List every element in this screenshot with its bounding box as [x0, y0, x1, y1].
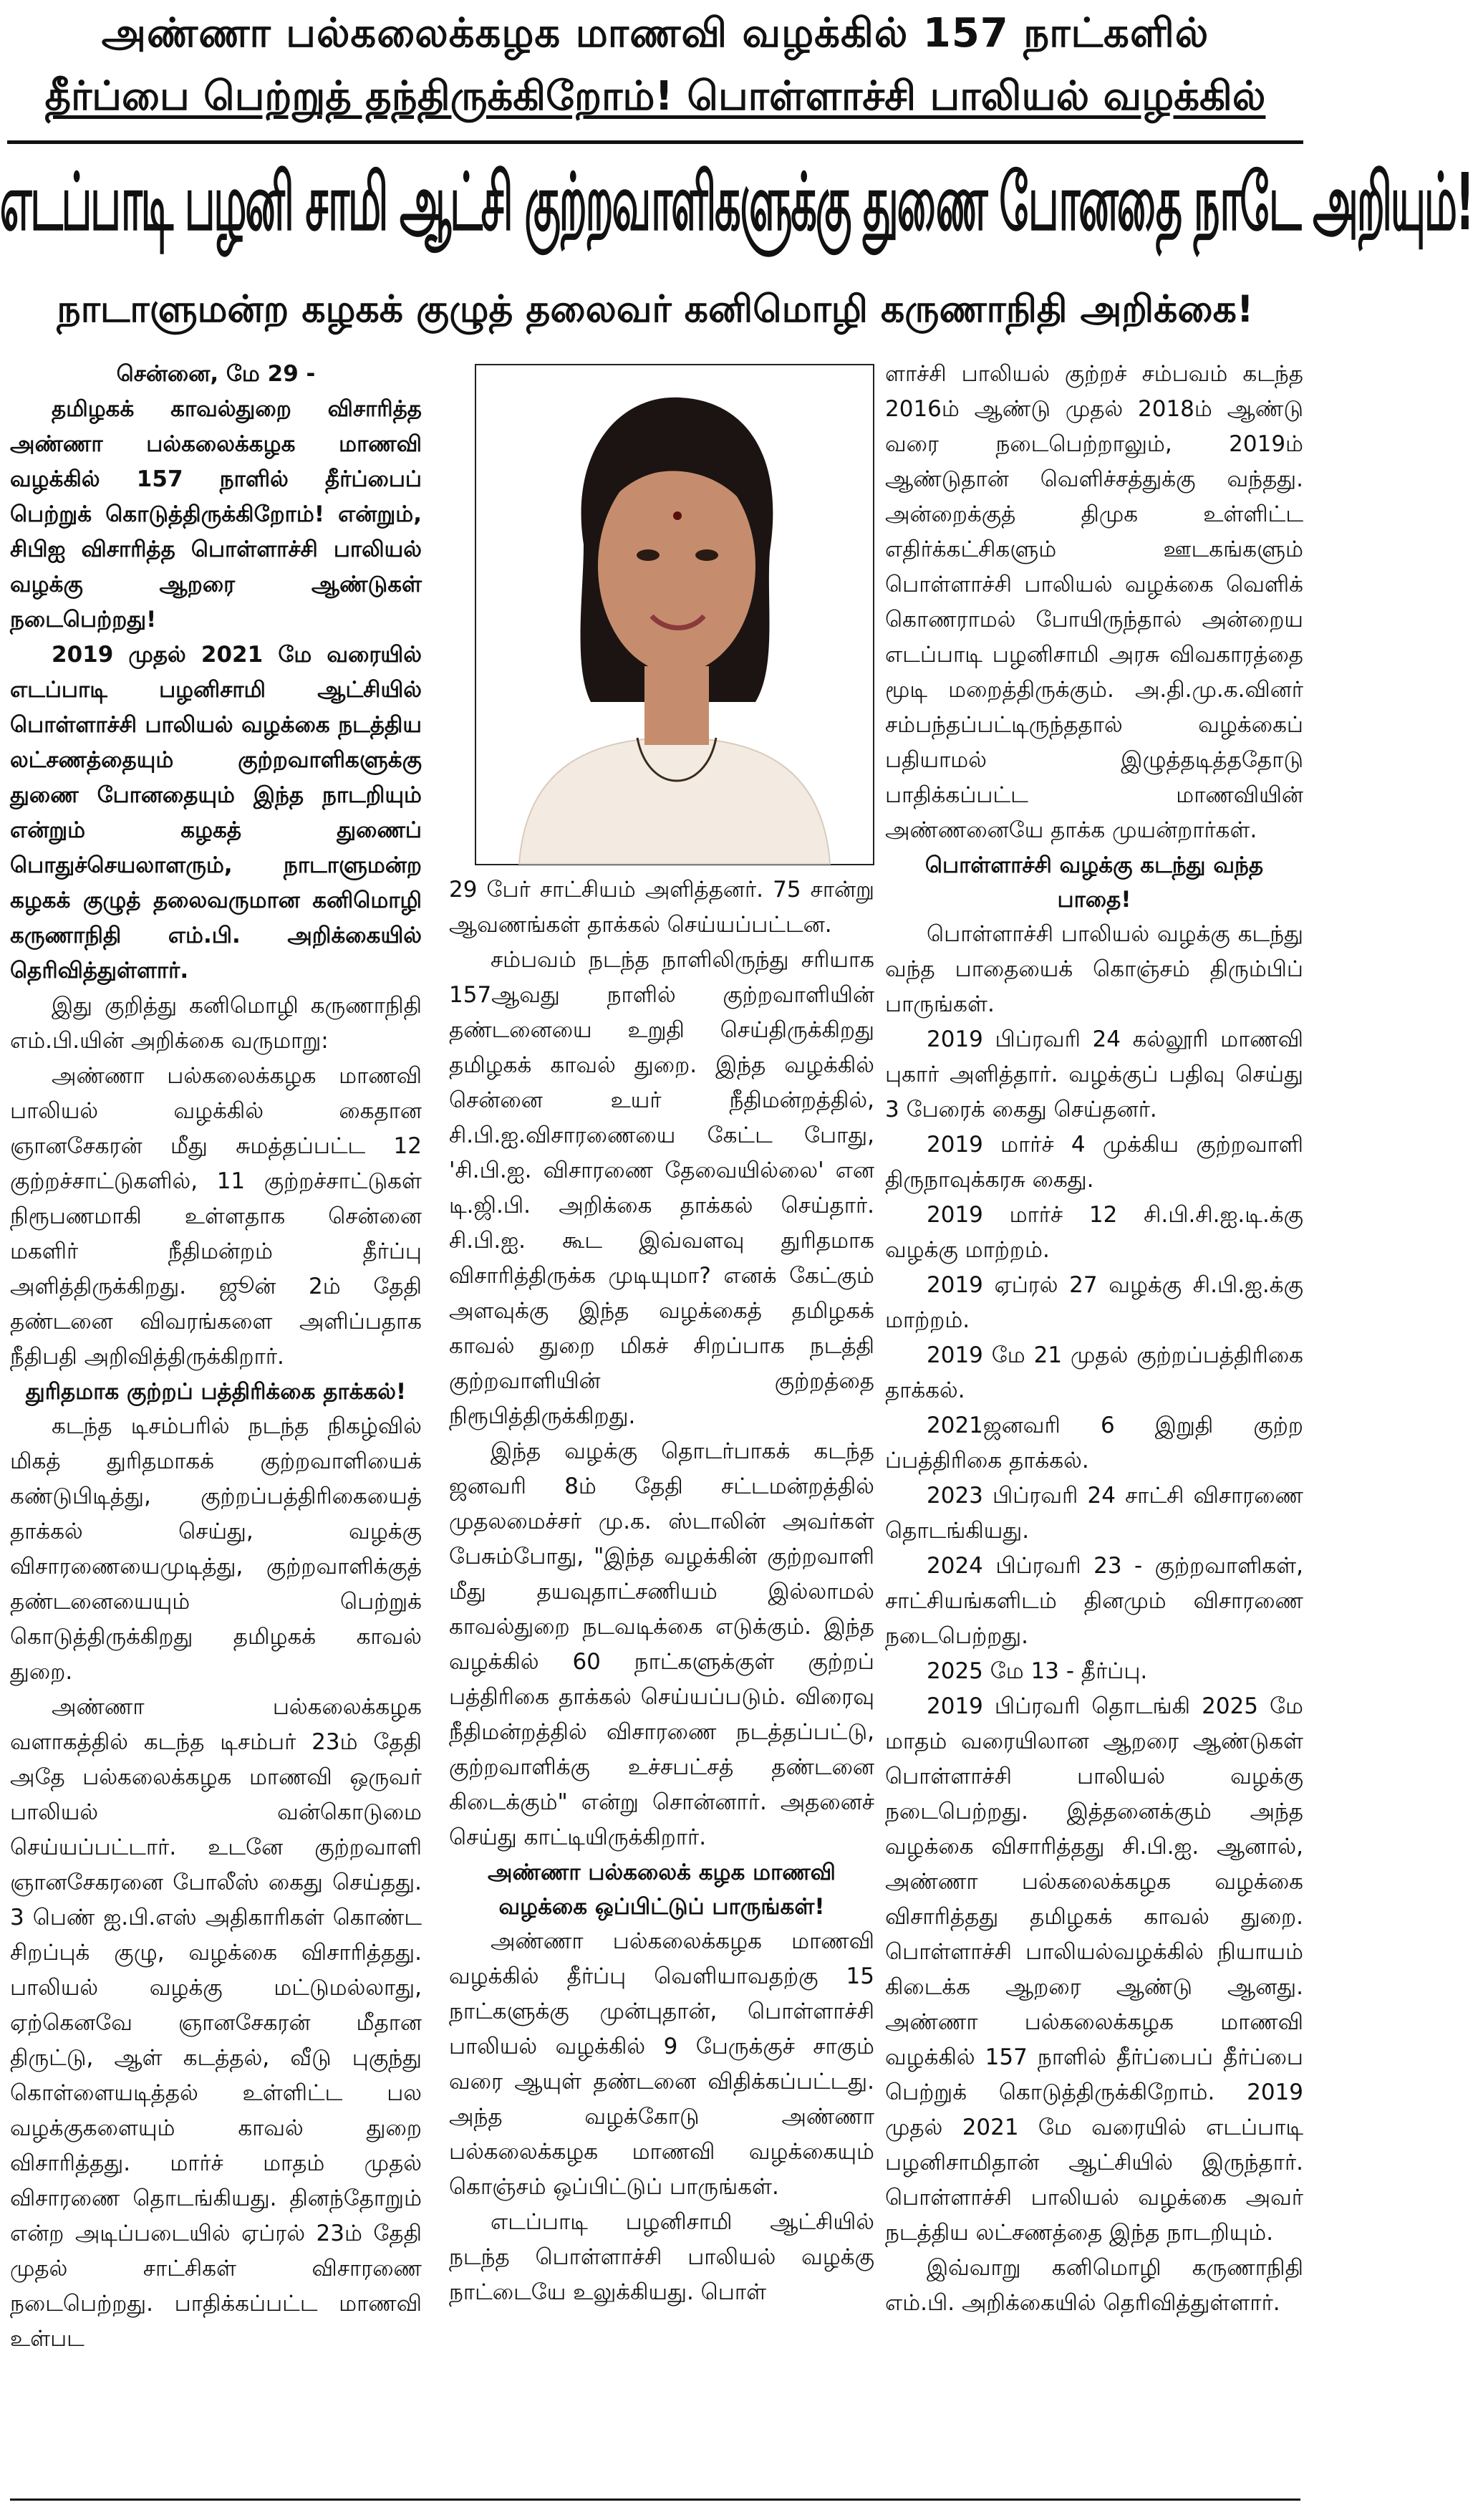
sub-headline: நாடாளுமன்ற கழகக் குழுத் தலைவர் கனிமொழி கருணாநிதி அறிக்கை! — [57, 288, 1254, 331]
body-paragraph: கடந்த டிசம்பரில் நடந்த நிகழ்வில் மிகத் துரிதமாகக் குற்றவாளியைக் கண்டுபிடித்து, குற்றப்பத்திரிகையைத் தாக்கல் செய்து, வழக்கு விசாரணையைமுடித்து, குற்றவாளிக்குத் தண்டனையையும் பெற்றுக் கொடுத்திருக்கிறது தமிழகக் காவல் துறை. — [10, 1413, 422, 1685]
body-paragraph: சம்பவம் நடந்த நாளிலிருந்து சரியாக 157ஆவது நாளில் குற்றவாளியின் தண்டனையை உறுதி செய்திருக்கிறது தமிழகக் காவல் துறை. இந்த வழக்கில் சென்னை உயர் நீதிமன்றத்தில், சி.பி.ஐ.விசாரணையை கேட்ட போது, 'சி.பி.ஐ. விசாரணை தேவையில்லை' என டி.ஜி.பி. அறிக்கை தாக்கல் செய்தார். சி.பி.ஐ. கூட இவ்வளவு துரிதமாக விசாரித்திருக்க முடியுமா? எனக் கேட்கும் அளவுக்கு இந்த வழக்கைத் தமிழகக் காவல் துறை மிகச் சிறப்பாக நடத்தி குற்றவாளியின் குற்றத்தை நிரூபித்திருக்கிறது. — [449, 947, 874, 1429]
section-heading: துரிதமாக குற்றப் பத்திரிக்கை தாக்கல்! — [25, 1379, 407, 1405]
body-paragraph: 2019 பிப்ரவரி தொடங்கி 2025 மே மாதம் வரையிலான ஆறரை ஆண்டுகள் பொள்ளாச்சி பாலியல் வழக்கு நடைபெற்றது. இத்தனைக்கும் அந்த வழக்கை விசாரித்தது சி.பி.ஐ. ஆனால், அண்ணா பல்கலைக்கழக வழக்கை விசாரித்தது தமிழகக் காவல் துறை. பொள்ளாச்சி பாலியல்வழக்கில் நியாயம் கிடைக்க ஆறரை ஆண்டு ஆனது. அண்ணா பல்கலைக்கழக மாணவி வழக்கில் 157 நாளில் தீர்ப்பைப் தீர்ப்பை பெற்றுக் கொடுத்திருக்கிறோம். 2019 முதல் 2021 மே வரையில் எடப்பாடி பழனிசாமிதான் ஆட்சியில் இருந்தார். பொள்ளாச்சி பாலியல் வழக்கை அவர் நடத்திய லட்சணத்தை இந்த நாடறியும். — [885, 1693, 1303, 2246]
timeline-item: 2024 பிப்ரவரி 23 - குற்றவாளிகள், சாட்சியங்களிடம் தினமும் விசாரணை நடைபெற்றது. — [885, 1553, 1303, 1649]
body-paragraph: ளாச்சி பாலியல் குற்றச் சம்பவம் கடந்த 2016ம் ஆண்டு முதல் 2018ம் ஆண்டு வரை நடைபெற்றாலும், 2019ம் ஆண்டுதான் வெளிச்சத்துக்கு வந்தது. அன்றைக்குத் திமுக உள்ளிட்ட எதிர்க்கட்சிகளும் ஊடகங்களும் பொள்ளாச்சி பாலியல் வழக்கை வெளிக் கொணராமல் போயிருந்தால் அன்றைய எடப்பாடி பழனிசாமி அரசு விவகாரத்தை மூடி மறைத்திருக்கும். அ.தி.மு.க.வினர் சம்பந்தப்பட்டிருந்ததால் வழக்கைப் பதியாமல் இழுத்தடித்ததோடு பாதிக்கப்பட்ட மாணவியின் அண்ணனையே தாக்க முயன்றார்கள். — [885, 361, 1303, 843]
timeline-item: 2019 பிப்ரவரி 24 கல்லூரி மாணவி புகார் அளித்தார். வழக்குப் பதிவு செய்து 3 பேரைக் கைது செய்தனர். — [885, 1026, 1303, 1122]
headline-line-2 — [0, 73, 1310, 125]
bottom-divider — [10, 2499, 1300, 2501]
timeline-item: 2023 பிப்ரவரி 24 சாட்சி விசாரணை தொடங்கியது. — [885, 1483, 1303, 1544]
article-column-2 — [449, 872, 874, 2495]
body-paragraph: இவ்வாறு கனிமொழி கருணாநிதி எம்.பி. அறிக்கையில் தெரிவித்துள்ளார். — [885, 2255, 1303, 2316]
article-column-3 — [885, 357, 1303, 2495]
headline-line-1: அண்ணா பல்கலைக்கழக மாணவி வழக்கில் 157 நாட்களில் — [101, 10, 1209, 57]
section-heading: பொள்ளாச்சி வழக்கு கடந்து வந்த பாதை! — [924, 852, 1264, 913]
timeline-item: 2019 ஏப்ரல் 27 வழக்கு சி.பி.ஐ.க்கு மாற்றம். — [885, 1272, 1303, 1333]
timeline-item: 2025 மே 13 - தீர்ப்பு. — [927, 1658, 1148, 1684]
body-paragraph: அண்ணா பல்கலைக்கழக வளாகத்தில் கடந்த டிசம்பர் 23ம் தேதி அதே பல்கலைக்கழக மாணவி ஒருவர் பாலியல் வன்கொடுமை செய்யப்பட்டார். உடனே குற்றவாளி ஞானசேகரனை போலீஸ் கைது செய்தது. 3 பெண் ஐ.பி.எஸ் அதிகாரிகள் கொண்ட சிறப்புக் குழு, வழக்கை விசாரித்தது. பாலியல் வழக்கு மட்டுமல்லாது, ஏற்கெனவே ஞானசேகரன் மீதான திருட்டு, ஆள் கடத்தல், வீடு புகுந்து கொள்ளையடித்தல் உள்ளிட்ட பல வழக்குகளையும் காவல் துறை விசாரித்தது. மார்ச் மாதம் முதல் விசாரணை தொடங்கியது. தினந்தோறும் என்ற அடிப்படையில் ஏப்ரல் 23ம் தேதி முதல் சாட்சிகள் விசாரணை நடைபெற்றது. பாதிக்கப்பட்ட மாணவி உள்பட — [10, 1694, 422, 2352]
body-paragraph: எடப்பாடி பழனிசாமி ஆட்சியில் நடந்த பொள்ளாச்சி பாலியல் வழக்கு நாட்டையே உலுக்கியது. பொள் — [449, 2209, 874, 2305]
main-headline: எடப்பாடி பழனி சாமி ஆட்சி குற்றவாளிகளுக்கு துணை போனதை நாடே அறியும்! — [0, 156, 1473, 248]
lead-paragraph-2: 2019 முதல் 2021 மே வரையில் எடப்பாடி பழனிசாமி ஆட்சியில் பொள்ளாச்சி பாலியல் வழக்கை நடத்திய லட்சணத்தையும் குற்றவாளிகளுக்கு துணை போனதையும் இந்த நாடறியும் என்றும் கழகத் துணைப் பொதுச்செயலாளரும், நாடாளுமன்ற கழகக் குழுத் தலைவருமான கனிமொழி கருணாநிதி எம்.பி. அறிக்கையில் தெரிவித்துள்ளார். — [10, 642, 422, 984]
portrait-photo — [475, 364, 874, 865]
body-paragraph: அண்ணா பல்கலைக்கழக மாணவி பாலியல் வழக்கில் கைதான ஞானசேகரன் மீது சுமத்தப்பட்ட 12 குற்றச்சாட்டுகளில், 11 குற்றச்சாட்டுகள் நிரூபணமாகி உள்ளதாக சென்னை மகளிர் நீதிமன்றம் தீர்ப்பு அளித்திருக்கிறது. ஜூன் 2ம் தேதி தண்டனை விவரங்களை அளிப்பதாக நீதிபதி அறிவித்திருக்கிறார். — [10, 1063, 422, 1370]
section-heading: அண்ணா பல்கலைக் கழக மாணவி வழக்கை ஒப்பிட்டுப் பாருங்கள்! — [488, 1860, 836, 1920]
body-paragraph: பொள்ளாச்சி பாலியல் வழக்கு கடந்து வந்த பாதையைக் கொஞ்சம் திரும்பிப் பாருங்கள். — [885, 921, 1303, 1017]
dateline: சென்னை, மே 29 - — [116, 361, 316, 387]
article-column-1 — [10, 357, 422, 2495]
headline-line-2-text: தீர்ப்பை பெற்றுத் தந்திருக்கிறோம்! பொள்ளாச்சி பாலியல் வழக்கில் — [44, 73, 1266, 120]
timeline-item: 2021ஜனவரி 6 இறுதி குற்ற ப்பத்திரிகை தாக்கல். — [885, 1413, 1303, 1473]
headline-divider — [7, 140, 1303, 144]
body-paragraph: 29 பேர் சாட்சியம் அளித்தனர். 75 சான்று ஆவணங்கள் தாக்கல் செய்யப்பட்டன. — [449, 877, 874, 938]
body-paragraph: இந்த வழக்கு தொடர்பாகக் கடந்த ஜனவரி 8ம் தேதி சட்டமன்றத்தில் முதலமைச்சர் மு.க. ஸ்டாலின் அவர்கள் பேசும்போது, "இந்த வழக்கின் குற்றவாளி மீது தயவுதாட்சணியம் இல்லாமல் காவல்துறை நடவடிக்கை எடுக்கும். இந்த வழக்கில் 60 நாட்களுக்குள் குற்றப் பத்திரிகை தாக்கல் செய்யப்படும். விரைவு நீதிமன்றத்தில் விசாரணை நடத்தப்பட்டு, குற்றவாளிக்கு உச்சபட்சத் தண்டனை கிடைக்கும்" என்று சொன்னார். அதனைச் செய்து காட்டியிருக்கிறார். — [449, 1438, 874, 1850]
lead-paragraph-1: தமிழகக் காவல்துறை விசாரித்த அண்ணா பல்கலைக்கழக மாணவி வழக்கில் 157 நாளில் தீர்ப்பைப் பெற்றுக் கொடுத்திருக்கிறோம்! என்றும், சிபிஐ விசாரித்த பொள்ளாச்சி பாலியல் வழக்கு ஆறரை ஆண்டுகள் நடைபெற்றது! — [10, 396, 422, 633]
body-paragraph: இது குறித்து கனிமொழி கருணாநிதி எம்.பி.யின் அறிக்கை வருமாறு: — [10, 993, 422, 1054]
body-paragraph: அண்ணா பல்கலைக்கழக மாணவி வழக்கில் தீர்ப்பு வெளியாவதற்கு 15 நாட்களுக்கு முன்புதான், பொள்ளாச்சி பாலியல் வழக்கில் 9 பேருக்குச் சாகும் வரை ஆயுள் தண்டனை விதிக்கப்பட்டது. அந்த வழக்கோடு அண்ணா பல்கலைக்கழக மாணவி வழக்கையும் கொஞ்சம் ஒப்பிட்டுப் பாருங்கள். — [449, 1928, 874, 2200]
timeline-item: 2019 மார்ச் 4 முக்கிய குற்றவாளி திருநாவுக்கரசு கைது. — [885, 1132, 1303, 1193]
portrait-illustration — [476, 365, 873, 864]
timeline-item: 2019 மார்ச் 12 சி.பி.சி.ஐ.டி.க்கு வழக்கு மாற்றம். — [885, 1202, 1303, 1263]
timeline-item: 2019 மே 21 முதல் குற்றப்பத்திரிகை தாக்கல். — [885, 1342, 1303, 1403]
